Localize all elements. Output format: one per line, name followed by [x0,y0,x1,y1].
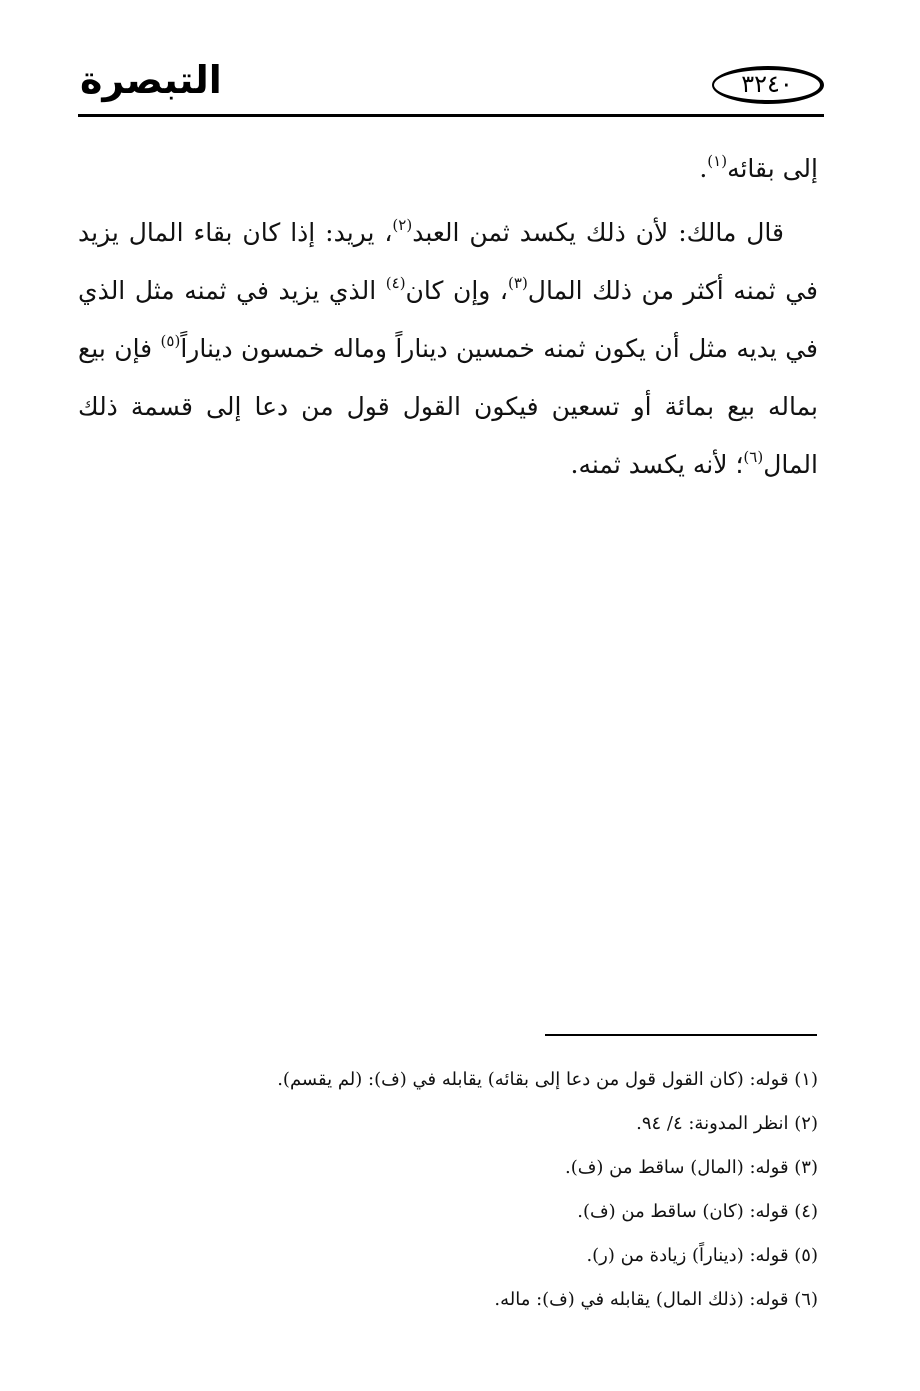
paragraph-2-text-5: فإن بيع بماله بيع بمائة أو تسعين فيكون القول قول من دعا إلى قسمة ذلك المال [78,334,818,479]
paragraph-2-text-6: ؛ لأنه يكسد ثمنه. [570,450,744,479]
page-number-badge [712,66,824,104]
paragraph-2-text-1: قال مالك: لأن ذلك يكسد ثمن العبد [412,218,784,247]
footnote-2: (٢) انظر المدونة: ٤/ ٩٤. [636,1113,818,1134]
footnote-ref-4[interactable]: (٤) [385,273,406,292]
paragraph-1-text: إلى بقائه [727,154,818,183]
footnote-ref-1[interactable]: (١) [707,151,728,170]
footnote-4: (٤) قوله: (كان) ساقط من (ف). [577,1201,818,1222]
paragraph-1 [78,140,818,198]
header-rule [78,114,824,117]
footnote-1: (١) قوله: (كان القول قول من دعا إلى بقائه) يقابله في (ف): (لم يقسم). [277,1069,818,1090]
main-text [78,140,818,494]
book-title: التبصرة [80,58,222,102]
footnote-ref-5[interactable]: (٥) [160,331,181,350]
footnote-3: (٣) قوله: (المال) ساقط من (ف). [565,1157,818,1178]
footnotes [78,1058,818,1322]
paragraph-1-end: . [699,154,708,183]
page-number: ٣٢٤٠ [741,70,793,98]
paragraph-2-text-4: الذي يزيد في ثمنه مثل الذي في يديه مثل أن يكون ثمنه خمسين ديناراً وماله خمسون ديناراً [78,276,818,363]
page-header [78,52,824,122]
footnote-ref-3[interactable]: (٣) [508,273,528,292]
footnote-5: (٥) قوله: (ديناراً) زيادة من (ر). [586,1245,818,1266]
paragraph-2-text-2: ، يريد: إذا كان بقاء المال يزيد في ثمنه أكثر من ذلك المال [78,218,819,305]
paragraph-2 [78,204,818,494]
footnote-ref-6[interactable]: (٦) [743,447,764,466]
paragraph-2-text-3: ، وإن كان [405,276,509,305]
footnote-6: (٦) قوله: (ذلك المال) يقابله في (ف): ماله. [494,1289,818,1310]
footnote-separator [545,1034,817,1036]
footnote-ref-2[interactable]: (٢) [392,215,413,234]
